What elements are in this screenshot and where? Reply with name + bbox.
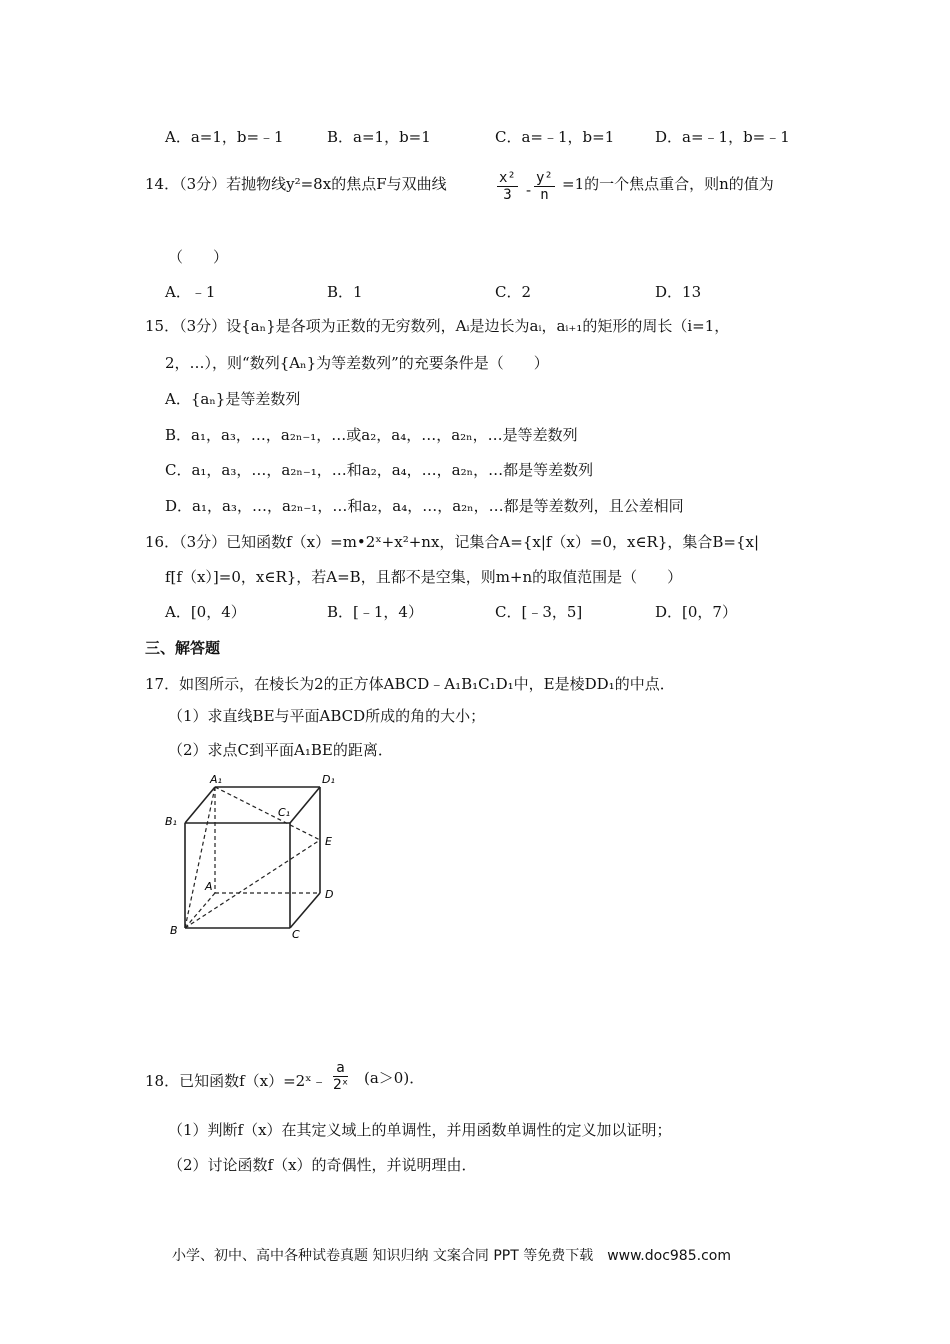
q15-stem-line1: 15．（3分）设{aₙ}是各项为正数的无穷数列，Aᵢ是边长为aᵢ，aᵢ₊₁的矩形的周长（i=1，	[145, 317, 730, 335]
cube-figure	[160, 770, 350, 945]
label-b: B	[170, 924, 178, 937]
q13-option-b: B．a=1，b=1	[327, 128, 431, 146]
q14-option-d: D．13	[655, 283, 702, 301]
denominator: n	[540, 187, 549, 203]
footer-watermark: 小学、初中、高中各种试卷真题 知识归纳 文案合同 PPT 等免费下载 www.doc985.com	[172, 1248, 731, 1264]
q14-answer-paren: （ ）	[168, 248, 229, 266]
denominator: 3	[503, 187, 512, 203]
q18-part1: （1）判断f（x）在其定义域上的单调性，并用函数单调性的定义加以证明；	[168, 1121, 672, 1139]
q17-part1: （1）求直线BE与平面ABCD所成的角的大小；	[168, 707, 486, 725]
q14-stem: 14．（3分）若抛物线y²=8x的焦点F与双曲线	[145, 175, 447, 193]
q16-option-b: B．[﹣1，4）	[327, 603, 423, 621]
q14-option-a: A．﹣1	[165, 283, 216, 301]
q15-option-a: A．{aₙ}是等差数列	[165, 390, 301, 408]
q18-part2: （2）讨论函数f（x）的奇偶性，并说明理由．	[168, 1156, 477, 1174]
q15-option-d: D．a₁，a₃，…，a₂ₙ₋₁，…和a₂，a₄，…，a₂ₙ，…都是等差数列，且公差相同	[165, 497, 684, 515]
q14-fraction-2	[534, 170, 555, 203]
q16-option-c: C．[﹣3，5]	[495, 603, 583, 621]
section-heading: 三、解答题	[145, 639, 221, 657]
q13-option-d: D．a=﹣1，b=﹣1	[655, 128, 790, 146]
numerator: x²	[499, 170, 516, 186]
q18-condition: (a＞0)．	[364, 1069, 425, 1087]
q16-stem-line1: 16．（3分）已知函数f（x）=m•2ˣ+x²+nx，记集合A={x|f（x）=0，x∈R}，集合B={x|	[145, 533, 760, 551]
q18-fraction	[333, 1060, 348, 1093]
q15-stem-line2: 2，…），则“数列{Aₙ}为等差数列”的充要条件是（ ）	[165, 354, 549, 372]
q16-option-a: A．[0，4）	[165, 603, 246, 621]
q14-minus: -	[526, 181, 532, 199]
q16-stem-line2: f[f（x）]=0，x∈R}，若A=B，且都不是空集，则m+n的取值范围是（ ）	[165, 568, 683, 586]
denominator: 2ˣ	[333, 1077, 349, 1093]
q15-option-c: C．a₁，a₃，…，a₂ₙ₋₁，…和a₂，a₄，…，a₂ₙ，…都是等差数列	[165, 461, 594, 479]
label-c1: C₁	[278, 806, 291, 819]
q16-option-d: D．[0，7）	[655, 603, 737, 621]
label-b1: B₁	[165, 815, 177, 828]
q13-option-c: C．a=﹣1，b=1	[495, 128, 615, 146]
q15-option-b: B．a₁，a₃，…，a₂ₙ₋₁，…或a₂，a₄，…，a₂ₙ，…是等差数列	[165, 426, 578, 444]
q14-option-c: C．2	[495, 283, 532, 301]
label-d: D	[325, 888, 334, 901]
label-a: A	[205, 880, 213, 893]
q17-stem: 17．如图所示，在棱长为2的正方体ABCD﹣A₁B₁C₁D₁中，E是棱DD₁的中点．	[145, 675, 675, 693]
q14-option-b: B．1	[327, 283, 363, 301]
q14-stem-end: =1的一个焦点重合，则n的值为	[562, 175, 774, 193]
label-d1: D₁	[322, 773, 335, 786]
q17-part2: （2）求点C到平面A₁BE的距离．	[168, 741, 393, 759]
label-e: E	[325, 835, 332, 848]
label-a1: A₁	[210, 773, 222, 786]
numerator: y²	[536, 170, 553, 186]
label-c: C	[292, 928, 300, 941]
q18-stem: 18．已知函数f（x）=2ˣ﹣	[145, 1072, 327, 1090]
q13-option-a: A．a=1，b=﹣1	[165, 128, 284, 146]
q14-fraction-1	[497, 170, 518, 203]
numerator: a	[333, 1060, 348, 1077]
